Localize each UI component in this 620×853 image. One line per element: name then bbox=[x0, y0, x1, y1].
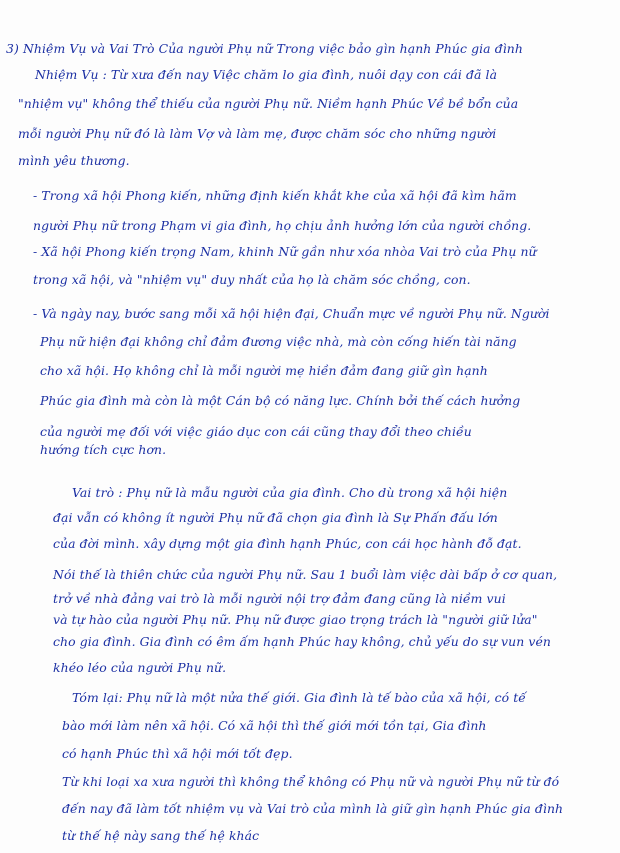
text-line-13: của người mẹ đối với việc giáo dục con cái cũng thay đổi theo chiều bbox=[40, 424, 472, 439]
text-line-26: Từ khi loại xa xưa người thì không thể không có Phụ nữ và người Phụ nữ từ đó bbox=[62, 774, 560, 789]
text-line-9: - Và ngày nay, bước sang mỗi xã hội hiện đại, Chuẩn mực về người Phụ nữ. Người bbox=[33, 306, 550, 321]
text-line-5: - Trong xã hội Phong kiến, những định kiến khắt khe của xã hội đã kìm hãm bbox=[33, 188, 517, 203]
text-line-2: "nhiệm vụ" không thể thiếu của người Phụ nữ. Niềm hạnh Phúc Về bề bổn của bbox=[18, 96, 519, 111]
heading-line bbox=[6, 41, 606, 57]
text-line-12: Phúc gia đình mà còn là một Cán bộ có năng lực. Chính bởi thế cách hưởng bbox=[40, 393, 521, 408]
text-line-18: Nói thế là thiên chức của người Phụ nữ. Sau 1 buổi làm việc dài bấp ở cơ quan, bbox=[53, 567, 558, 582]
text-line-27: đến nay đã làm tốt nhiệm vụ và Vai trò của mình là giữ gìn hạnh Phúc gia đình bbox=[62, 801, 564, 816]
text-line-28: từ thế hệ này sang thế hệ khác bbox=[62, 828, 260, 843]
text-line-21: cho gia đình. Gia đình có êm ấm hạnh Phúc hay không, chủ yếu do sự vun vén bbox=[53, 634, 551, 649]
text-line-24: bào mới làm nên xã hội. Có xã hội thì thế giới mới tồn tại, Gia đình bbox=[62, 718, 487, 733]
text-line-16: đại vẫn có không ít người Phụ nữ đã chọn gia đình là Sự Phấn đấu lớn bbox=[53, 510, 498, 525]
heading-number: 3) bbox=[6, 41, 19, 56]
text-line-20: và tự hào của người Phụ nữ. Phụ nữ được giao trọng trách là "người giữ lửa" bbox=[53, 612, 538, 627]
text-line-14: hướng tích cực hơn. bbox=[40, 442, 167, 457]
text-line-25: có hạnh Phúc thì xã hội mới tốt đẹp. bbox=[62, 746, 293, 761]
text-line-11: cho xã hội. Họ không chỉ là mỗi người mẹ hiền đảm đang giữ gìn hạnh bbox=[40, 363, 488, 378]
text-line-19: trở về nhà đảng vai trò là mỗi người nội trợ đảm đang cũng là niềm vui bbox=[53, 591, 506, 606]
text-line-10: Phụ nữ hiện đại không chỉ đảm đương việc nhà, mà còn cống hiến tài năng bbox=[40, 334, 517, 349]
text-line-15: Vai trò : Phụ nữ là mẫu người của gia đình. Cho dù trong xã hội hiện bbox=[72, 485, 508, 500]
text-line-8: trong xã hội, và "nhiệm vụ" duy nhất của họ là chăm sóc chồng, con. bbox=[33, 272, 471, 287]
text-line-22: khéo léo của người Phụ nữ. bbox=[53, 660, 227, 675]
text-line-23: Tóm lại: Phụ nữ là một nửa thế giới. Gia đình là tế bào của xã hội, có tế bbox=[72, 690, 527, 705]
text-line-7: - Xã hội Phong kiến trọng Nam, khinh Nữ gần như xóa nhòa Vai trò của Phụ nữ bbox=[33, 244, 537, 259]
text-line-3: mỗi người Phụ nữ đó là làm Vợ và làm mẹ, được chăm sóc cho những người bbox=[18, 126, 497, 141]
text-line-4: mình yêu thương. bbox=[18, 153, 130, 168]
text-line-17: của đời mình. xây dựng một gia đình hạnh Phúc, con cái học hành đỗ đạt. bbox=[53, 536, 522, 551]
heading-title: Nhiệm Vụ và Vai Trò Của người Phụ nữ Trong việc bảo gìn hạnh Phúc gia đình bbox=[22, 41, 523, 56]
text-line-1: Nhiệm Vụ : Từ xưa đến nay Việc chăm lo gia đình, nuôi dạy con cái đã là bbox=[35, 67, 498, 82]
text-line-6: người Phụ nữ trong Phạm vi gia đình, họ chịu ảnh hưởng lớn của người chồng. bbox=[33, 218, 532, 233]
